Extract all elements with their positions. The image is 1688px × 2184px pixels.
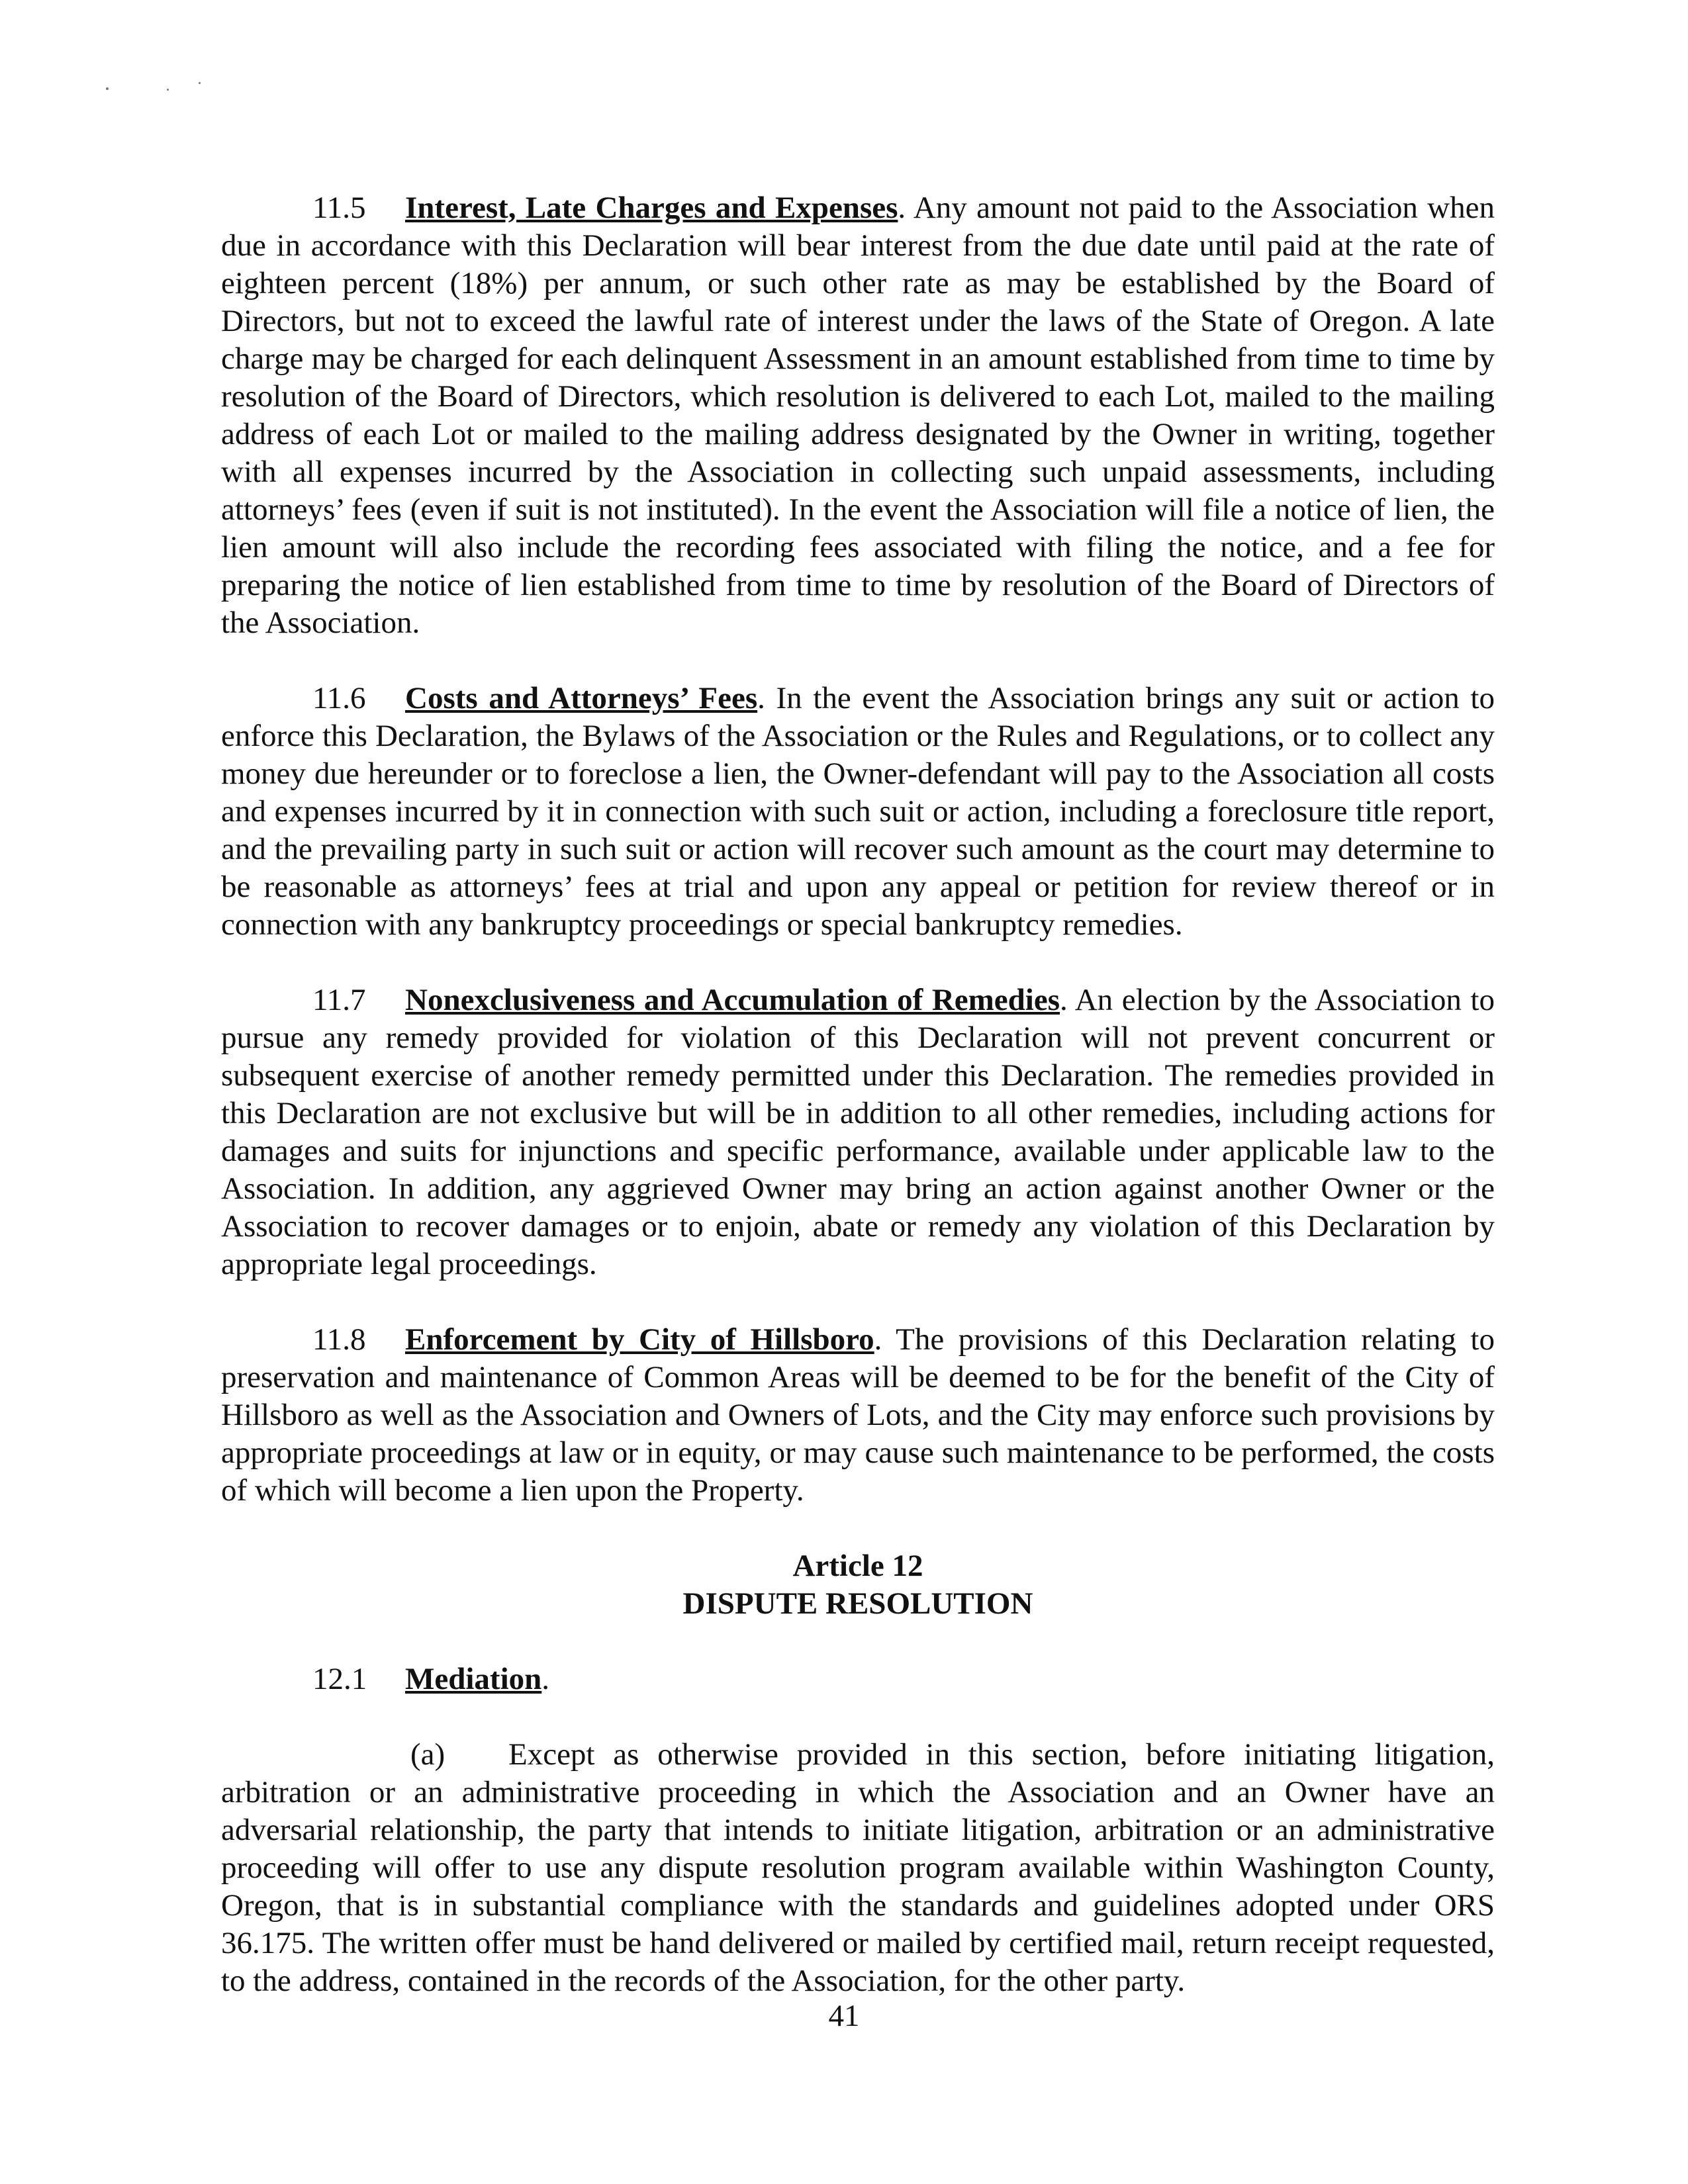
section-11-5 <box>221 189 1495 642</box>
document-page <box>221 189 1495 2000</box>
subsection-label: (a) <box>410 1737 445 1772</box>
section-number: 12.1 <box>312 1662 367 1696</box>
section-body: . An election by the Association to pursue any remedy provided for violation of this Declaration will not prevent concurrent or subsequent exercise of another remedy permitted under this Declaration. The remedies provided in this Declaration are not exclusive but will be in addition to all other remedies, including actions for damages and suits for injunctions and specific performance, available under applicable law to the Association. In addition, any aggrieved Owner may bring an action against another Owner or the Association to recover damages or to enjoin, abate or remedy any violation of this Declaration by appropriate legal proceedings. <box>221 983 1495 1281</box>
page-number: 41 <box>828 1999 860 2033</box>
section-body: . The provisions of this Declaration relating to preservation and maintenance of Common Areas will be deemed to be for the benefit of the City of Hillsboro as well as the Association and Owners of Lots, and the City may enforce such provisions by appropriate proceedings at law or in equity, or may cause such maintenance to be performed, the costs of which will become a lien upon the Property. <box>221 1322 1495 1508</box>
section-number: 11.6 <box>312 681 366 715</box>
section-title: Mediation <box>405 1662 542 1696</box>
section-12-1 <box>221 1661 1495 1698</box>
section-title: Costs and Attorneys’ Fees <box>405 681 758 715</box>
scan-speck <box>167 89 169 91</box>
section-11-6 <box>221 680 1495 944</box>
article-title: DISPUTE RESOLUTION <box>682 1586 1033 1621</box>
section-title-suffix: . <box>541 1662 550 1696</box>
section-11-7 <box>221 981 1495 1283</box>
scan-speck <box>106 87 109 90</box>
section-body: . Any amount not paid to the Association when due in accordance with this Declaration will bear interest from the due date until paid at the rate of eighteen percent (18%) per annum, or such other rate as may be established by the Board of Directors, but not to exceed the lawful rate of interest under the laws of the State of Oregon. A late charge may be charged for each delinquent Assessment in an amount established from time to time by resolution of the Board of Directors, which resolution is delivered to each Lot, mailed to the mailing address of each Lot or mailed to the mailing address designated by the Owner in writing, together with all expenses incurred by the Association in collecting such unpaid assessments, including attorneys’ fees (even if suit is not instituted). In the event the Association will file a notice of lien, the lien amount will also include the recording fees associated with filing the notice, and a fee for preparing the notice of lien established from time to time by resolution of the Board of Directors of the Association. <box>221 191 1495 640</box>
section-number: 11.8 <box>312 1322 366 1357</box>
scan-speck <box>199 82 201 84</box>
subsection-body: Except as otherwise provided in this section, before initiating litigation, arbitration or an administrative proceeding in which the Association and an Owner have an adversarial relationship, the party that intends to initiate litigation, arbitration or an administrative proceeding will offer to use any dispute resolution program available within Washington County, Oregon, that is in substantial compliance with the standards and guidelines adopted under ORS 36.175. The written offer must be hand delivered or mailed by certified mail, return receipt requested, to the address, contained in the records of the Association, for the other party. <box>221 1737 1495 1998</box>
section-number: 11.5 <box>312 191 366 225</box>
section-title: Interest, Late Charges and Expenses <box>405 191 898 225</box>
subsection-a <box>221 1736 1495 2000</box>
section-body: . In the event the Association brings any suit or action to enforce this Declaration, the Bylaws of the Association or the Rules and Regulations, or to collect any money due hereunder or to foreclose a lien, the Owner-defendant will pay to the Association all costs and expenses incurred by it in connection with such suit or action, including a foreclosure title report, and the prevailing party in such suit or action will recover such amount as the court may determine to be reasonable as attorneys’ fees at trial and upon any appeal or petition for review thereof or in connection with any bankruptcy proceedings or special bankruptcy remedies. <box>221 681 1495 942</box>
section-11-8 <box>221 1321 1495 1510</box>
section-title: Enforcement by City of Hillsboro <box>405 1322 874 1357</box>
section-title: Nonexclusiveness and Accumulation of Remedies <box>405 983 1060 1017</box>
article-label: Article 12 <box>792 1549 923 1583</box>
section-number: 11.7 <box>312 983 366 1017</box>
